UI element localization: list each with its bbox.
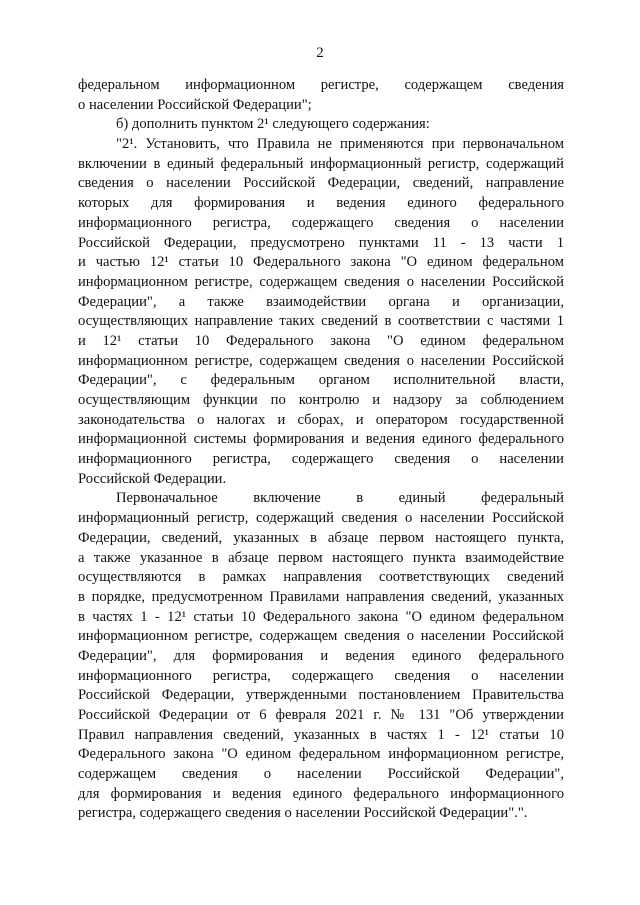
text-line: в частях 1 - 12¹ статьи 10 Федерального закона "О едином федеральном (78, 608, 564, 625)
text-line: осуществляющих направление таких сведений в соответствии с частями 1 (78, 313, 564, 330)
text-line: информационный регистр, содержащий сведения о населении Российской (78, 510, 564, 527)
text-line: законодательства о налогах и сборах, и оператором государственной (78, 411, 564, 428)
text-line: осуществляются в рамках направления соответствующих сведений (78, 569, 564, 586)
text-line: информационном регистре, содержащем сведения о населении Российской (78, 352, 564, 369)
text-line: в порядке, предусмотренном Правилами направления сведений, указанных (78, 588, 564, 605)
text-line: б) дополнить пунктом 2¹ следующего содержания: (116, 116, 430, 133)
text-line: Федерации", а также взаимодействии органа и организации, (78, 293, 564, 310)
text-line: информационного регистра, содержащего сведения о населении (78, 667, 564, 684)
text-line: Правил направления сведений, указанных в частях 1 - 12¹ статьи 10 (78, 726, 564, 743)
text-line: Первоначальное включение в единый федеральный (116, 490, 564, 507)
text-line: регистра, содержащего сведения о населении Российской Федерации".". (78, 805, 528, 822)
text-line: Российской Федерации от 6 февраля 2021 г. № 131 "Об утверждении (78, 707, 564, 723)
text-line: содержащем сведения о населении Российской Федерации", (78, 766, 564, 783)
text-line: включении в единый федеральный информационный регистр, содержащий (78, 155, 564, 172)
text-line: информационной системы формирования и ведения единого федерального (78, 431, 564, 448)
text-line: Федерации", с федеральным органом исполнительной власти, (78, 372, 564, 389)
text-line: информационного регистра, содержащего сведения о населении (78, 451, 564, 468)
text-line: Российской Федерации, утвержденными постановлением Правительства (78, 687, 564, 704)
page-number: 2 (316, 45, 324, 61)
text-line: и 12¹ статьи 10 Федерального закона "О едином федеральном (78, 332, 564, 349)
text-line: информационном регистре, содержащем сведения о населении Российской (78, 628, 564, 645)
text-line: и частью 12¹ статьи 10 Федерального закона "О едином федеральном (78, 254, 564, 271)
text-line: федеральном информационном регистре, содержащем сведения (78, 77, 564, 93)
text-line: Федерации, сведений, указанных в абзаце первом настоящего пункта, (78, 529, 564, 546)
document-body (78, 76, 564, 824)
text-line: Федерации", для формирования и ведения единого федерального (78, 647, 564, 664)
text-line: "2¹. Установить, что Правила не применяются при первоначальном (116, 136, 564, 153)
text-line: сведения о населении Российской Федерации, сведений, направление (78, 175, 564, 192)
text-line: которых для формирования и ведения единого федерального (78, 195, 564, 212)
text-line: Российской Федерации, предусмотрено пунктами 11 - 13 части 1 (78, 234, 564, 251)
text-line: для формирования и ведения единого федерального информационного (78, 785, 564, 802)
text-line: Федерального закона "О едином федеральном информационном регистре, (78, 746, 564, 763)
text-line: информационном регистре, содержащем сведения о населении Российской (78, 273, 564, 290)
text-line: осуществляющим функции по контролю и надзору за соблюдением (78, 392, 564, 408)
text-line: Российской Федерации. (78, 470, 227, 487)
text-line: информационного регистра, содержащего сведения о населении (78, 214, 564, 231)
text-line: о населении Российской Федерации"; (78, 96, 312, 113)
text-line: а также указанное в абзаце первом настоящего пункта взаимодействие (78, 549, 564, 566)
